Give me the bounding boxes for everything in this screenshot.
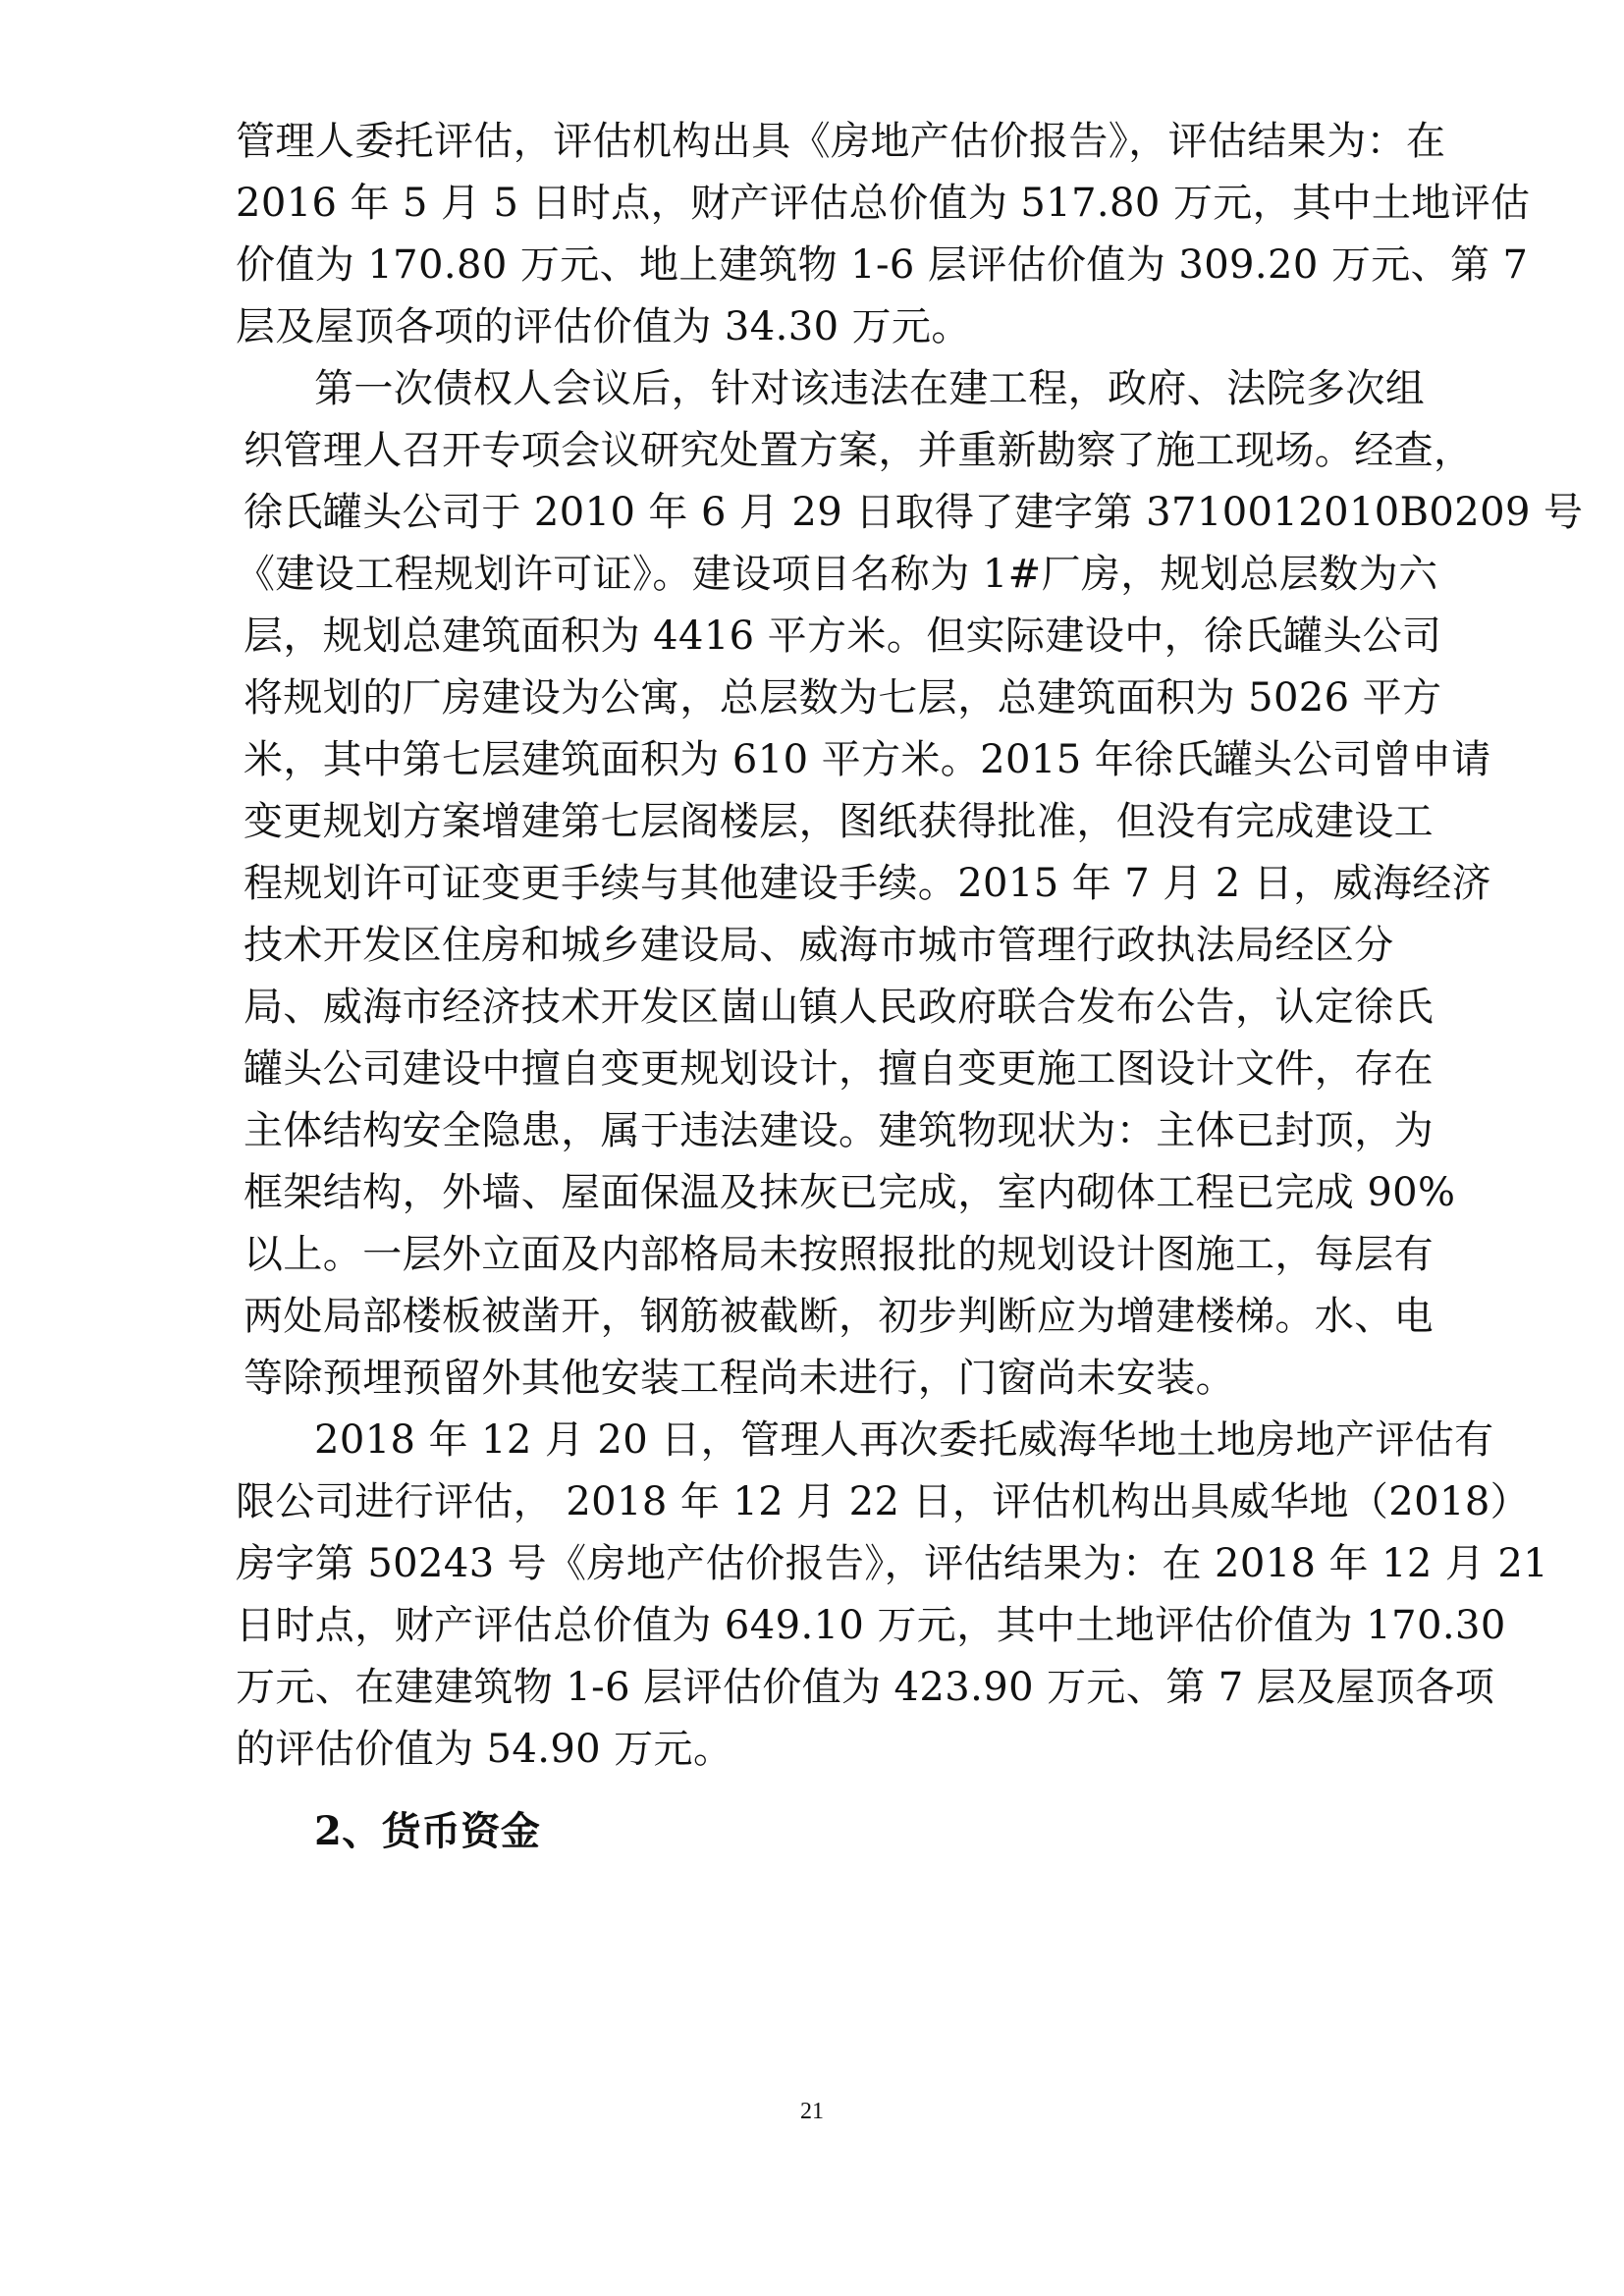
- paragraph-line: 以上。一层外立面及内部格局未按照报批的规划设计图施工，每层有: [244, 1232, 1434, 1277]
- paragraph-line: 等除预埋预留外其他安装工程尚未进行，门窗尚未安装。: [244, 1356, 1235, 1401]
- paragraph-line: 2016 年 5 月 5 日时点，财产评估总价值为 517.80 万元，其中土地评估: [236, 181, 1531, 226]
- paragraph-line: 程规划许可证变更手续与其他建设手续。2015 年 7 月 2 日，威海经济: [244, 861, 1492, 906]
- paragraph-line: 框架结构，外墙、屋面保温及抹灰已完成，室内砌体工程已完成 90%: [244, 1170, 1456, 1215]
- paragraph-line: 价值为 170.80 万元、地上建筑物 1-6 层评估价值为 309.20 万元、第 7: [236, 242, 1529, 288]
- paragraph-line: 织管理人召开专项会议研究处置方案，并重新勘察了施工现场。经查，: [244, 428, 1474, 473]
- paragraph-line: 罐头公司建设中擅自变更规划设计，擅自变更施工图设计文件，存在: [244, 1046, 1434, 1092]
- section-heading: 2、货币资金: [314, 1808, 541, 1854]
- paragraph-line: 日时点，财产评估总价值为 649.10 万元，其中土地评估价值为 170.30: [236, 1603, 1506, 1648]
- paragraph-line: 管理人委托评估，评估机构出具《房地产估价报告》，评估结果为：在: [236, 119, 1446, 164]
- paragraph-line: 层及屋顶各项的评估价值为 34.30 万元。: [236, 304, 971, 349]
- paragraph-line: 局、威海市经济技术开发区崮山镇人民政府联合发布公告，认定徐氏: [244, 985, 1434, 1030]
- paragraph-line: 的评估价值为 54.90 万元。: [236, 1727, 733, 1772]
- paragraph-line: 限公司进行评估， 2018 年 12 月 22 日，评估机构出具威华地（2018）: [236, 1479, 1531, 1524]
- paragraph-line: 徐氏罐头公司于 2010 年 6 月 29 日取得了建字第 3710012010B0209 号: [244, 490, 1584, 535]
- paragraph-line: 层，规划总建筑面积为 4416 平方米。但实际建设中，徐氏罐头公司: [244, 614, 1442, 659]
- paragraph-line: 2018 年 12 月 20 日，管理人再次委托威海华地土地房地产评估有: [314, 1417, 1494, 1463]
- paragraph-line: 技术开发区住房和城乡建设局、威海市城市管理行政执法局经区分: [244, 923, 1394, 968]
- paragraph-line: 《建设工程规划许可证》。建设项目名称为 1#厂房，规划总层数为六: [236, 552, 1438, 597]
- paragraph-line: 第一次债权人会议后，针对该违法在建工程，政府、法院多次组: [314, 366, 1426, 411]
- paragraph-line: 两处局部楼板被凿开，钢筋被截断，初步判断应为增建楼梯。水、电: [244, 1294, 1434, 1339]
- paragraph-line: 主体结构安全隐患，属于违法建设。建筑物现状为：主体已封顶，为: [244, 1108, 1434, 1153]
- paragraph-line: 米，其中第七层建筑面积为 610 平方米。2015 年徐氏罐头公司曾申请: [244, 737, 1491, 782]
- paragraph-line: 将规划的厂房建设为公寓，总层数为七层，总建筑面积为 5026 平方: [244, 675, 1442, 721]
- page-number: 21: [800, 2099, 824, 2124]
- paragraph-line: 万元、在建建筑物 1-6 层评估价值为 423.90 万元、第 7 层及屋顶各项: [236, 1665, 1495, 1710]
- paragraph-line: 房字第 50243 号《房地产估价报告》，评估结果为：在 2018 年 12 月 21: [236, 1541, 1549, 1586]
- paragraph-line: 变更规划方案增建第七层阁楼层，图纸获得批准，但没有完成建设工: [244, 799, 1434, 844]
